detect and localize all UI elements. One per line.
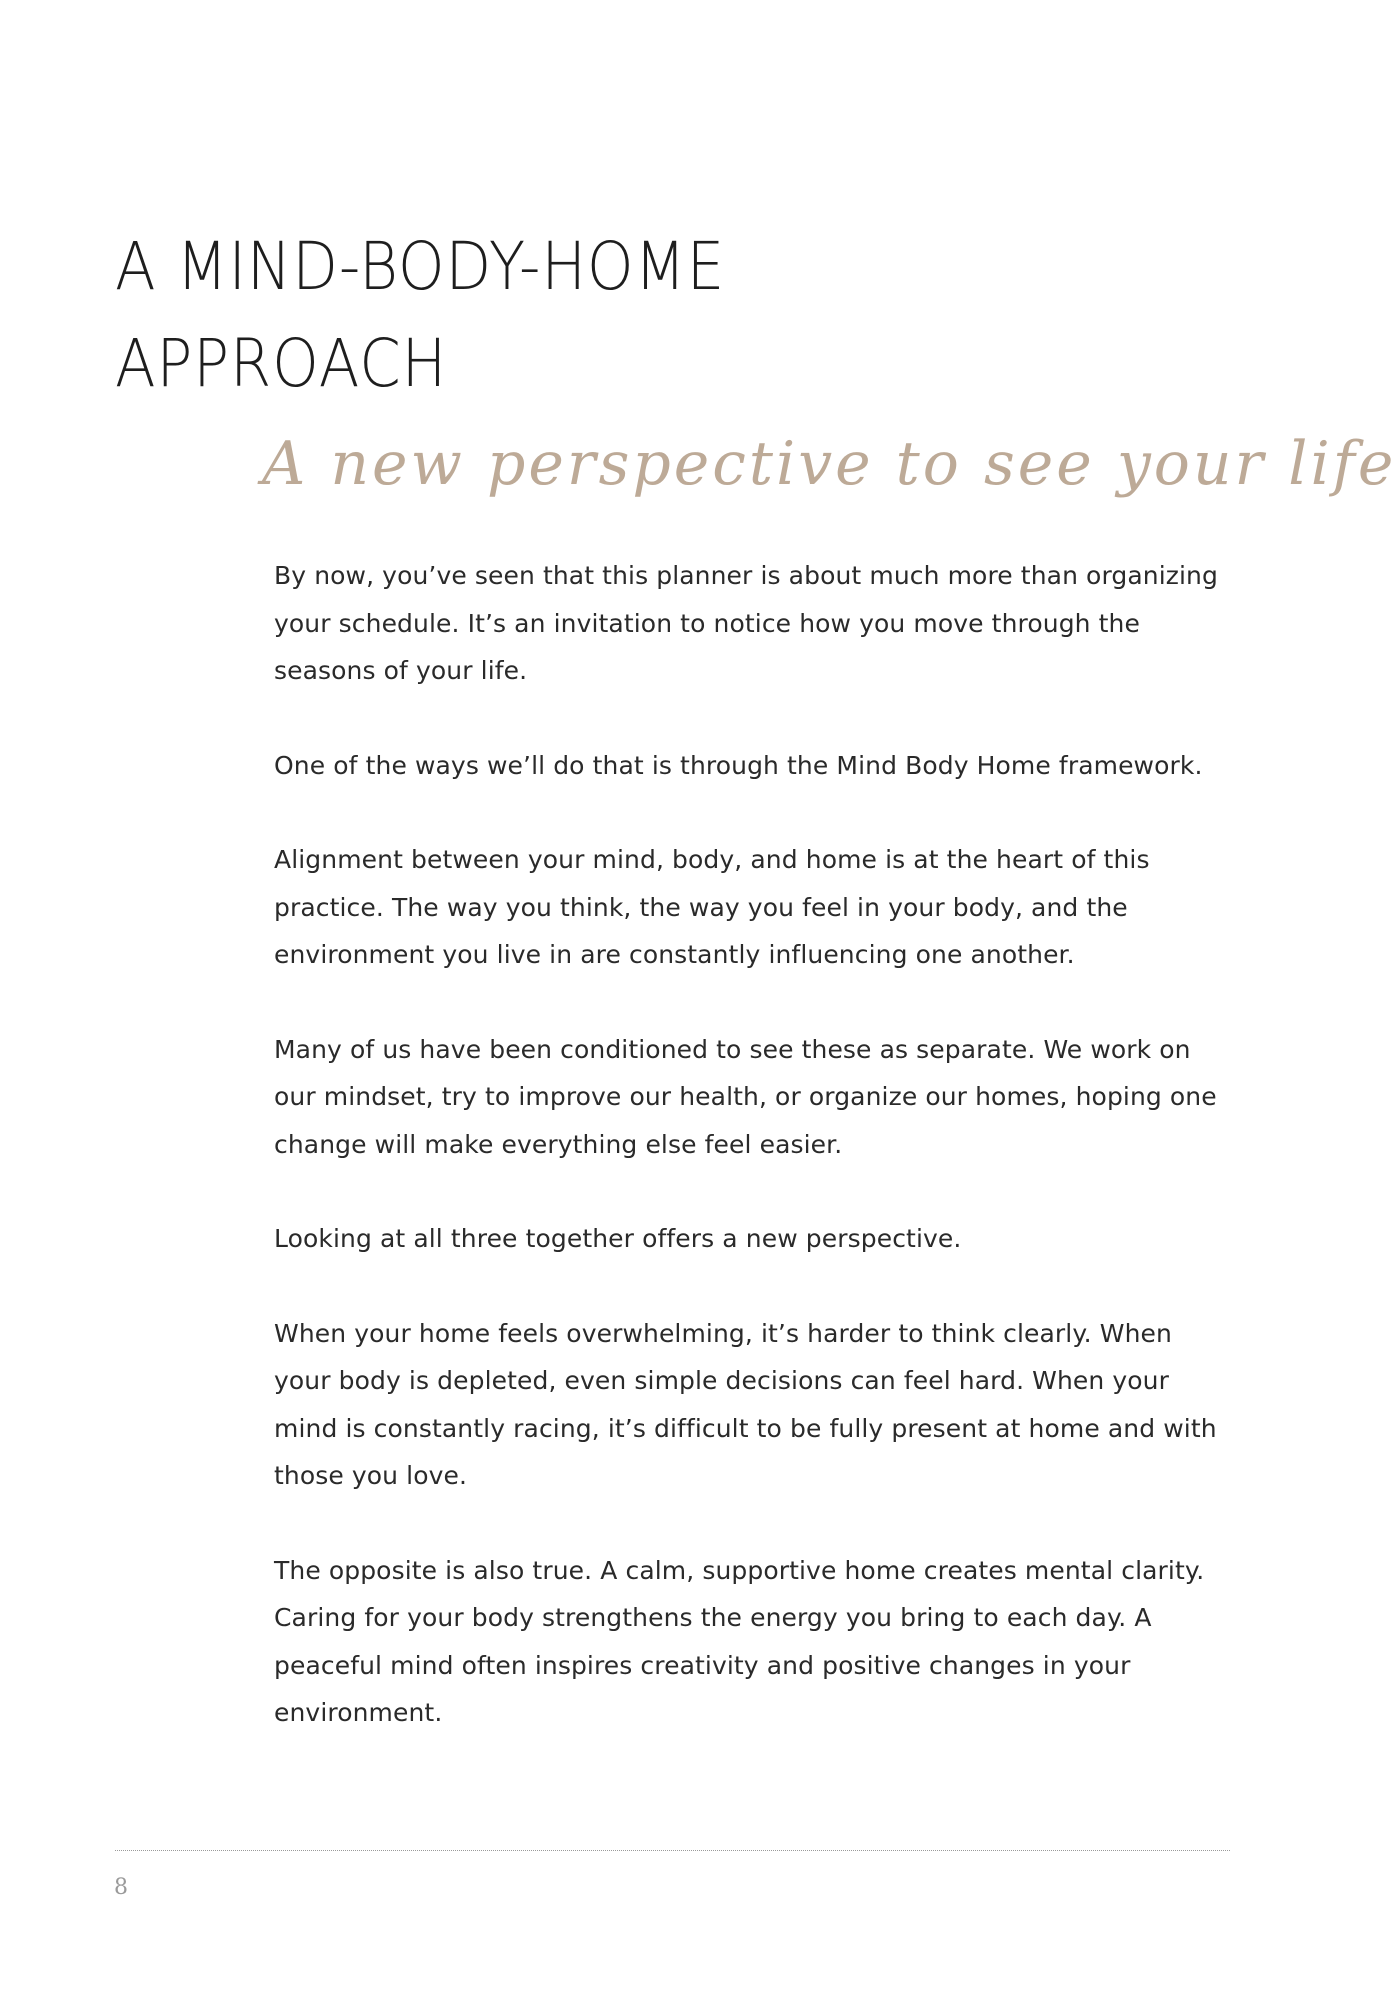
page-title-line-1: A MIND-BODY-HOME bbox=[115, 228, 726, 305]
page-title-line-2: APPROACH bbox=[115, 325, 448, 402]
paragraph-4: Many of us have been conditioned to see these as separate. We work on our mindset, try to improve our health, or organize our homes, hoping one change will make everything else feel easier. bbox=[274, 1034, 1217, 1159]
paragraph-2: One of the ways we’ll do that is through the Mind Body Home framework. bbox=[274, 750, 1203, 780]
paragraph-6: When your home feels overwhelming, it’s harder to think clearly. When your body is depleted, even simple decisions can feel hard. When your mind is constantly racing, it’s difficult to be fully present at home and with those you love. bbox=[274, 1318, 1217, 1490]
page-title bbox=[115, 218, 725, 412]
page-number: 8 bbox=[114, 1875, 128, 1900]
script-subtitle-text: A new perspective to see your life bbox=[262, 429, 1397, 499]
paragraph-7: The opposite is also true. A calm, supportive home creates mental clarity. Caring for your body strengthens the energy you bring to each day. A peaceful mind often inspires creativity and positive changes in your environment. bbox=[274, 1555, 1205, 1727]
body-text bbox=[274, 552, 1234, 1784]
script-subtitle-graphic bbox=[262, 412, 1397, 522]
footer-divider bbox=[115, 1850, 1230, 1851]
paragraph-3: Alignment between your mind, body, and home is at the heart of this practice. The way you think, the way you feel in your body, and the environment you live in are constantly influencing one another. bbox=[274, 845, 1150, 969]
script-subtitle bbox=[262, 412, 1397, 522]
paragraph-5: Looking at all three together offers a new perspective. bbox=[274, 1224, 962, 1253]
paragraph-1: By now, you’ve seen that this planner is about much more than organizing your schedule. It’s an invitation to notice how you move through the seasons of your life. bbox=[274, 561, 1218, 685]
